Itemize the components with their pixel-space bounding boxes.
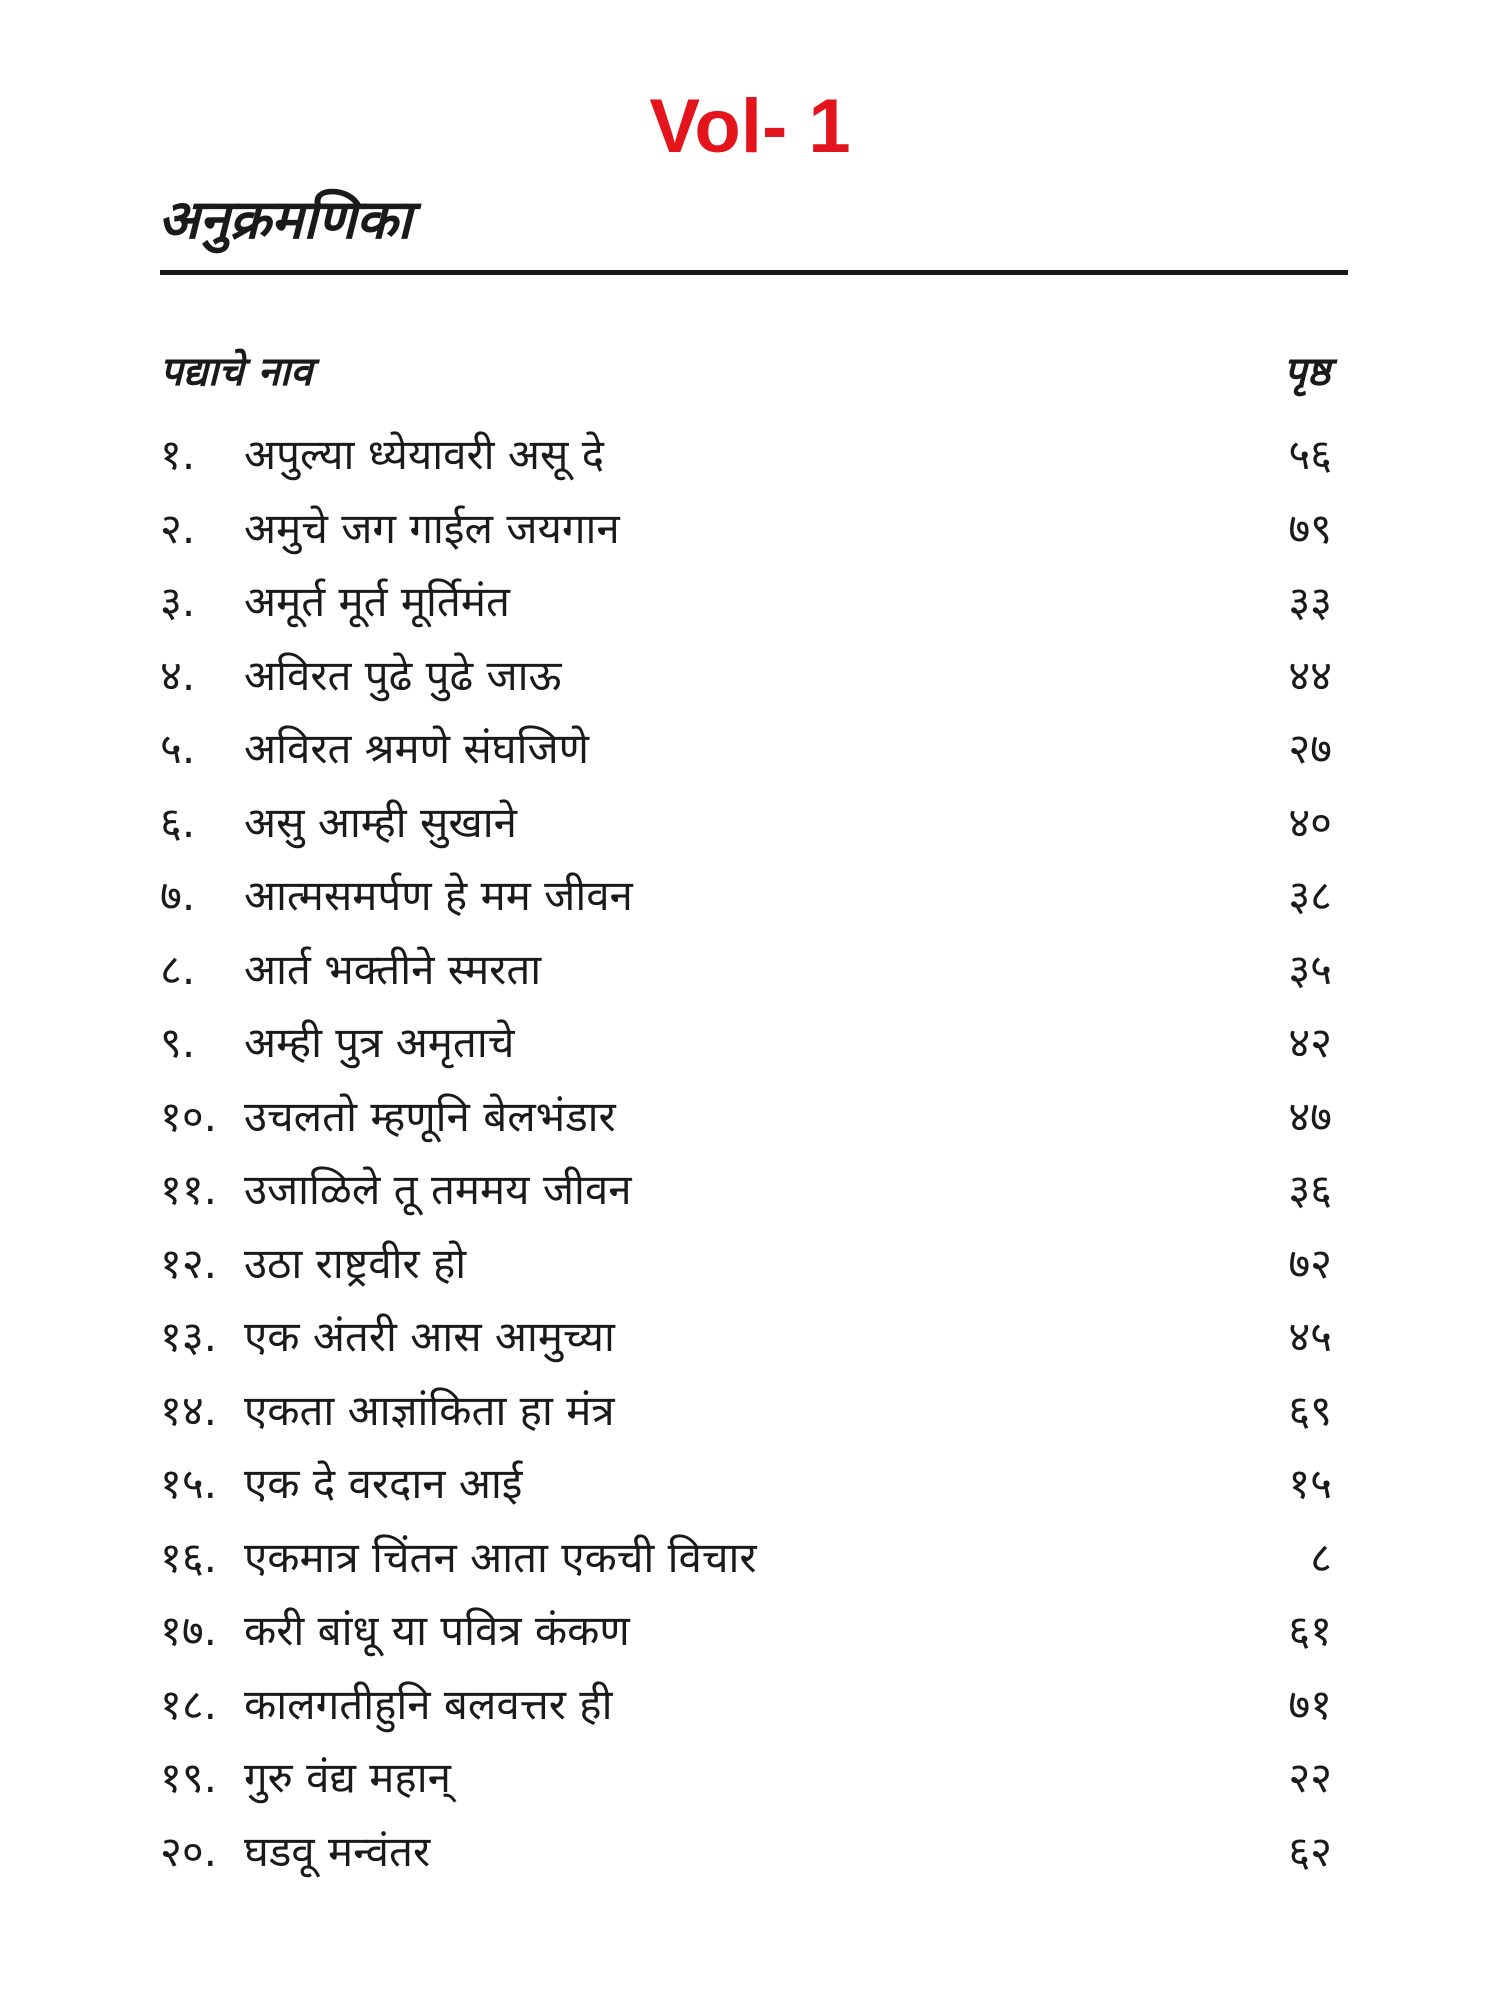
entry-number: १७. (160, 1606, 218, 1655)
toc-entry (160, 1594, 1332, 1668)
entry-title: अम्ही पुत्र अमृताचे (244, 1018, 515, 1067)
toc-entry (160, 1668, 1332, 1742)
toc-entry (160, 1374, 1332, 1448)
entry-title: करी बांधू या पवित्र कंकण (244, 1606, 630, 1655)
toc-list (160, 418, 1332, 1888)
entry-page: ६२ (1288, 1826, 1332, 1876)
entry-number: ११. (160, 1165, 218, 1214)
entry-title: अविरत श्रमणे संघजिणे (244, 724, 589, 773)
heading-divider (160, 270, 1348, 275)
entry-title: उजाळिले तू तममय जीवन (244, 1165, 632, 1214)
toc-entry (160, 1815, 1332, 1889)
toc-entry (160, 1080, 1332, 1154)
toc-entry (160, 712, 1332, 786)
entry-title: असु आम्ही सुखाने (244, 797, 517, 847)
entry-title: कालगतीहुनि बलवत्तर ही (244, 1679, 613, 1729)
toc-entry (160, 1227, 1332, 1301)
entry-page: ३८ (1288, 871, 1332, 920)
entry-page: ४४ (1288, 650, 1332, 700)
entry-page: ७२ (1288, 1238, 1332, 1288)
volume-label: Vol- 1 (649, 84, 851, 169)
toc-entry (160, 565, 1332, 639)
entry-page: ७१ (1288, 1679, 1332, 1729)
entry-title: उचलतो म्हणूनि बेलभंडार (244, 1091, 616, 1141)
toc-entry (160, 786, 1332, 860)
toc-entry (160, 1521, 1332, 1595)
page-title: अनुक्रमणिका (158, 188, 412, 251)
entry-page: ३६ (1288, 1165, 1332, 1214)
entry-title: गुरु वंद्य महान् (244, 1753, 451, 1802)
column-header-page: पृष्ठ (1283, 349, 1330, 395)
entry-title: एक अंतरी आस आमुच्या (244, 1312, 615, 1361)
entry-title: एकता आज्ञांकिता हा मंत्र (244, 1385, 615, 1435)
entry-number: २०. (160, 1826, 218, 1876)
entry-number: २. (160, 503, 196, 553)
entry-page: ६१ (1288, 1606, 1332, 1655)
column-header-title: पद्याचे नाव (160, 349, 313, 395)
entry-number: ८. (160, 944, 196, 994)
entry-number: १. (160, 430, 196, 479)
entry-title: आत्मसमर्पण हे मम जीवन (244, 871, 633, 920)
entry-page: २२ (1288, 1753, 1332, 1802)
entry-title: एकमात्र चिंतन आता एकची विचार (244, 1532, 757, 1582)
toc-entry (160, 1153, 1332, 1227)
entry-page: ३५ (1288, 944, 1332, 994)
entry-page: ६९ (1288, 1385, 1332, 1435)
toc-entry (160, 1741, 1332, 1815)
toc-entry (160, 1300, 1332, 1374)
entry-page: ४२ (1288, 1018, 1332, 1067)
toc-entry (160, 639, 1332, 713)
entry-title: एक दे वरदान आई (244, 1459, 523, 1508)
entry-page: ४५ (1288, 1312, 1332, 1361)
entry-page: ८ (1310, 1532, 1332, 1582)
entry-number: १४. (160, 1385, 218, 1435)
entry-page: ३३ (1288, 577, 1332, 626)
entry-number: १८. (160, 1679, 218, 1729)
entry-number: १६. (160, 1532, 218, 1582)
entry-number: ४. (160, 650, 196, 700)
toc-entry (160, 1447, 1332, 1521)
toc-entry (160, 1006, 1332, 1080)
entry-number: १३. (160, 1312, 218, 1361)
toc-entry (160, 933, 1332, 1007)
entry-number: १५. (160, 1459, 218, 1508)
entry-title: अविरत पुढे पुढे जाऊ (244, 650, 562, 700)
entry-number: १०. (160, 1091, 218, 1141)
entry-title: आर्त भक्तीने स्मरता (244, 944, 542, 994)
entry-page: २७ (1288, 724, 1332, 773)
entry-title: घडवू मन्वंतर (244, 1826, 431, 1876)
entry-page: ५६ (1288, 430, 1332, 479)
entry-title: उठा राष्ट्रवीर हो (244, 1238, 467, 1288)
entry-page: ७९ (1288, 503, 1332, 553)
entry-page: १५ (1288, 1459, 1332, 1508)
toc-entry (160, 418, 1332, 492)
entry-title: अमूर्त मूर्त मूर्तिमंत (244, 577, 510, 626)
entry-number: ३. (160, 577, 196, 626)
entry-number: १२. (160, 1238, 218, 1288)
entry-number: ९. (160, 1018, 196, 1067)
entry-number: ६. (160, 797, 196, 847)
entry-number: ५. (160, 724, 196, 773)
toc-entry (160, 492, 1332, 566)
entry-title: अमुचे जग गाईल जयगान (244, 503, 620, 553)
entry-page: ४० (1288, 797, 1332, 847)
entry-number: ७. (160, 871, 196, 920)
toc-entry (160, 859, 1332, 933)
entry-title: अपुल्या ध्येयावरी असू दे (244, 430, 605, 479)
entry-number: १९. (160, 1753, 218, 1802)
entry-page: ४७ (1288, 1091, 1332, 1141)
